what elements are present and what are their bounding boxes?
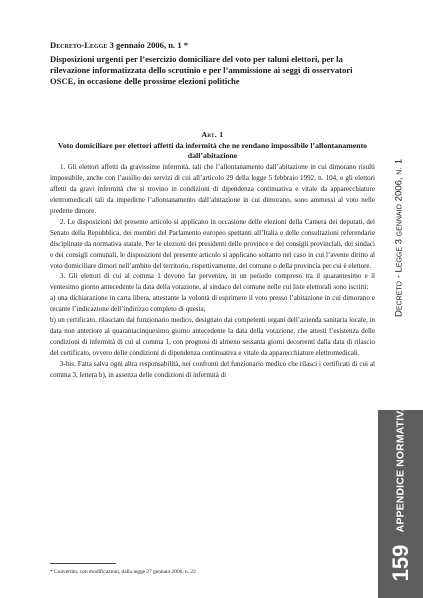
paragraph-1: 1. Gli elettori affetti da gravissime infermità, tali che l’allontanamento dall’abitazione in cui dimorano risulti impossibile, anche con l’ausilio dei servizi di cui all’articolo 29 della legge 5 febbraio 1992, n. 104, e gli elettori affetti da gravi infermità che si trovino in condizioni di dipendenza continuativa e vitale da apparecchiature elettromedicali tali da impedirne l’allontanamento dall’abitazione in cui dimorano, sono ammessi al voto nelle predette dimore. [50, 163, 375, 216]
paragraph-3b: b) un certificato, rilasciato dal funzionario medico, designato dai competenti organi dell’azienda sanitaria locale, in data non anteriore al quarantacinquesimo giorno antecedente la data della votazione, che attesti l’esistenza delle condizioni di infermità di cui al comma 1, con prognosi di almeno sessanta giorni decorrenti dalla data di rilascio del certificato, ovvero delle condizioni di dipendenza continuativa e vitale da apparecchiature elettromedicali. [50, 316, 375, 357]
page-number [378, 538, 423, 588]
footnote-divider [50, 563, 116, 564]
paragraph-3a: a) una dichiarazione in carta libera, attestante la volontà di esprimere il voto presso l’abitazione in cui dimorano e recante l’indicazione dell’indirizzo completo di questa; [50, 294, 375, 314]
article-title: Voto domiciliare per elettori affetti da infermità che ne rendano impossibile l’allontanamento dall’abitazione [57, 140, 368, 161]
section-label-text: APPENDICE NORMATIVA [395, 403, 406, 532]
main-text-column [50, 40, 375, 381]
footnote: * Convertito, con modificazioni, dalla legge 27 gennaio 2006, n. 22 [50, 569, 196, 575]
article-number: Art. 1 [201, 129, 224, 139]
section-label [378, 403, 423, 532]
decree-title: Disposizioni urgenti per l’esercizio domiciliare del voto per taluni elettori, per la rilevazione informatizzata dello scrutinio e per l’ammissione ai seggi di osservatori OSCE, in occasione delle prossime elezioni politiche [50, 54, 353, 87]
running-header [378, 150, 420, 325]
decree-label: Decreto-Legge [50, 40, 108, 50]
decree-reference [50, 40, 375, 51]
page-number-text: 159 [387, 544, 413, 582]
section-tab [378, 403, 423, 598]
decree-date: 3 gennaio 2006, n. 1 * [109, 40, 189, 50]
paragraph-2: 2. Le disposizioni del presente articolo si applicano in occasione delle elezioni della Camera dei deputati, del Senato della Repubblica, dei membri del Parlamento europeo spettanti all’Italia e delle consultazioni referendarie disciplinate da normativa statale. Per le elezioni dei presidenti delle province e dei consigli provinciali, dei sindaci e dei consigli comunali, le disposizioni del presente articolo si applicano soltanto nel caso in cui l’avente diritto al voto domiciliare dimori nell’ambito del territorio, rispettivamente, del comune o della provincia per cui è elettore. [50, 217, 375, 270]
running-header-text: Decreto - Legge 3 gennaio 2006, n. 1 [393, 158, 405, 317]
paragraph-3: 3. Gli elettori di cui al comma 1 devono far pervenire, in un periodo compreso tra il quarantesimo e il ventesimo giorno antecedente la data della votazione, al sindaco del comune nelle cui liste elettorali sono iscritti: [50, 272, 375, 292]
article-body [50, 162, 375, 380]
paragraph-3bis: 3-bis. Fatta salva ogni altra responsabilità, nei confronti del funzionario medico che rilasci i certificati di cui al comma 3, lettera b), in assenza delle condizioni di infermità di [50, 359, 375, 379]
